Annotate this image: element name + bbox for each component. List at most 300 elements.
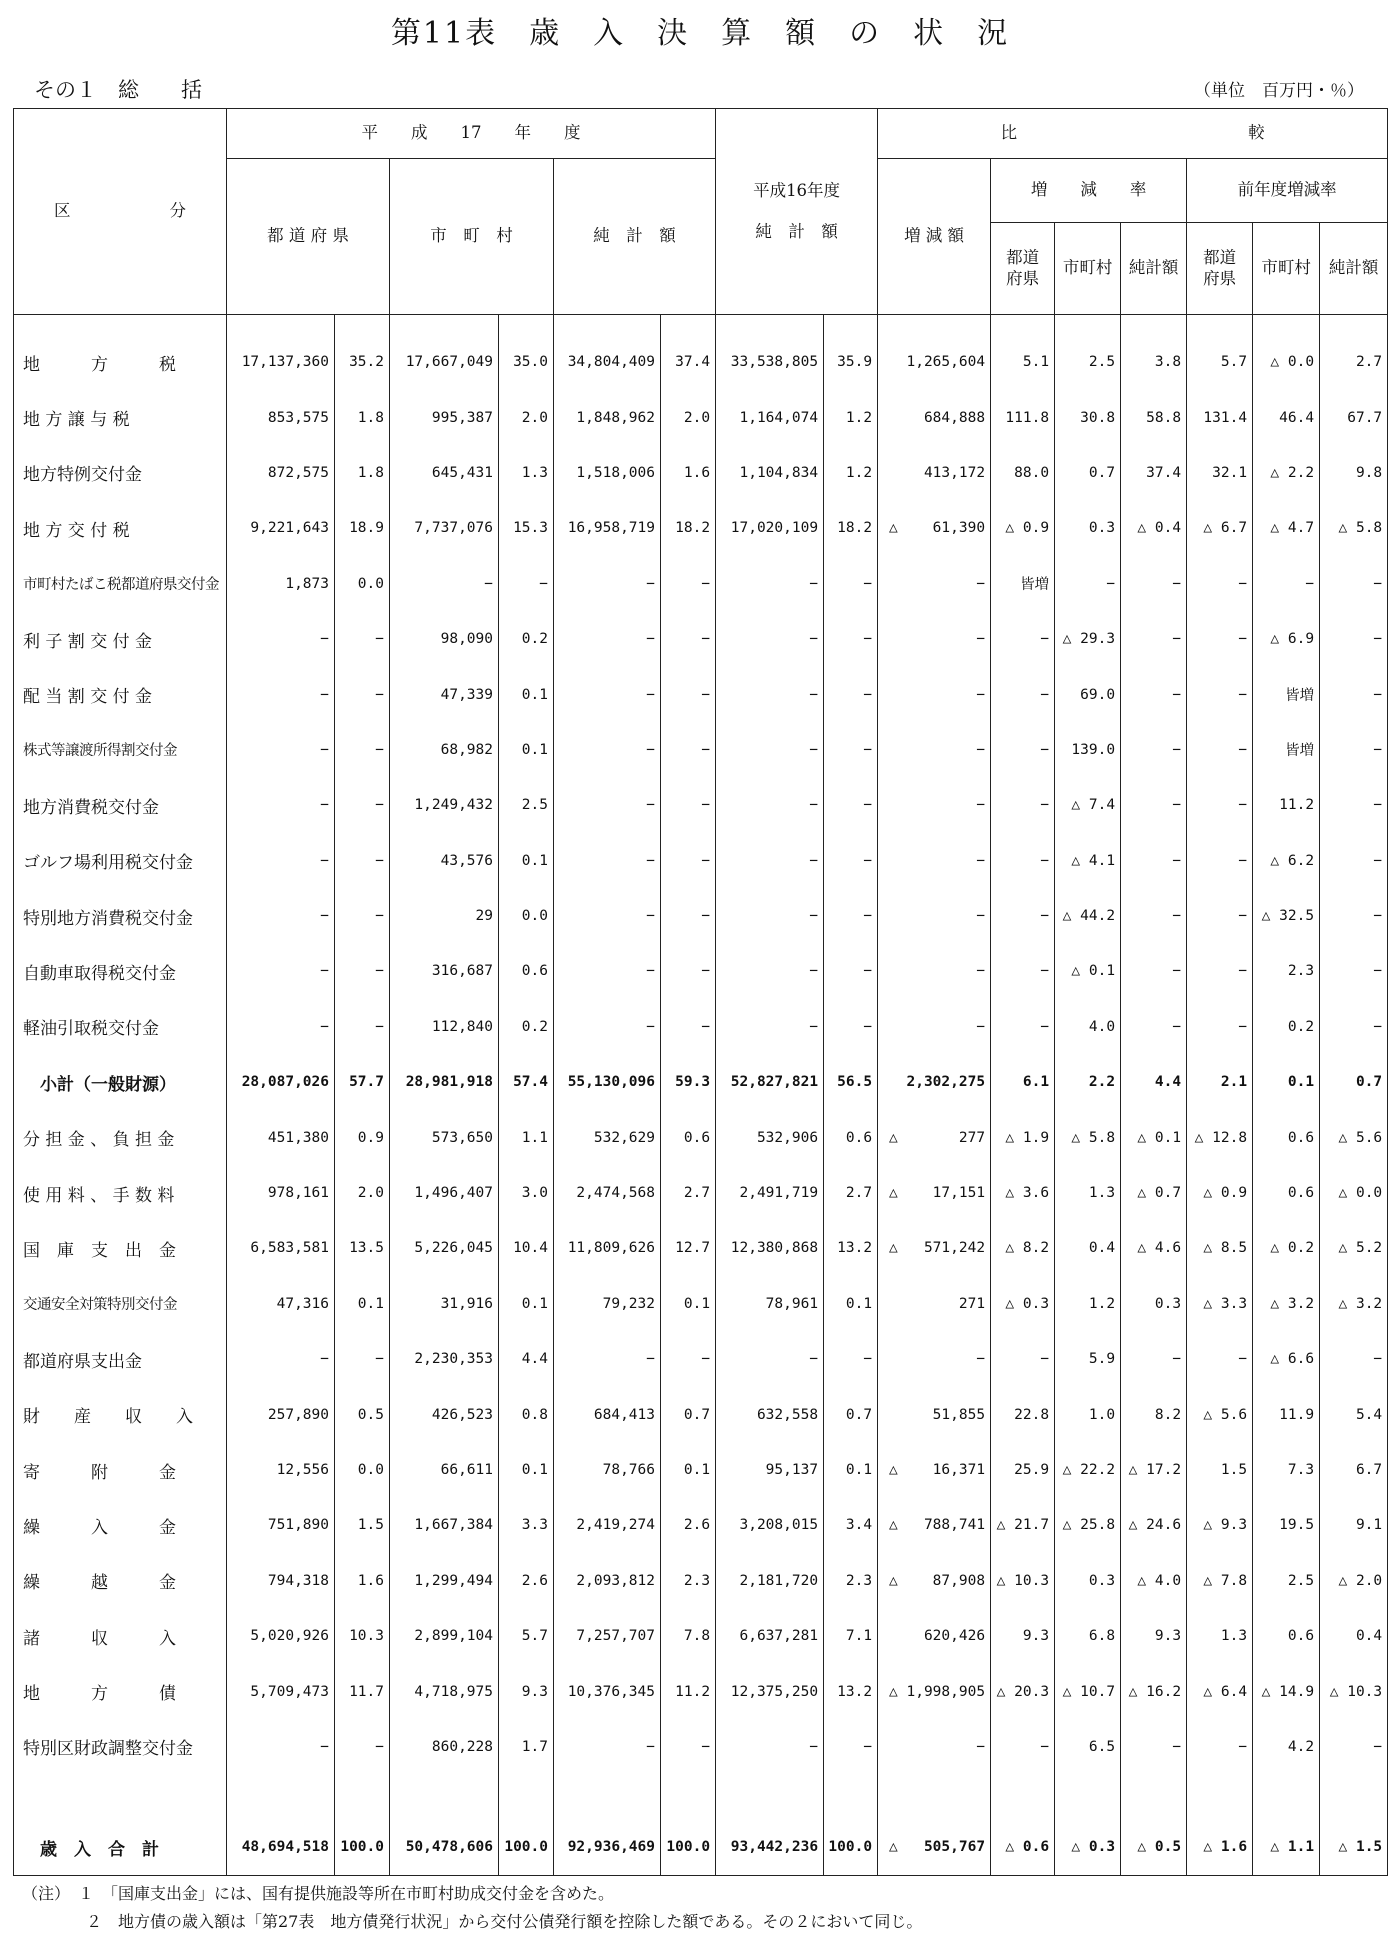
- cell-value: 0.7: [1055, 445, 1121, 500]
- table-row: [14, 1664, 1388, 1719]
- cell-value: 2.7: [661, 1165, 716, 1220]
- cell-value: 1,164,074: [716, 390, 824, 445]
- cell-value: △ 4.6: [1121, 1221, 1187, 1276]
- cell-value: −: [661, 1332, 716, 1387]
- cell-value: 0.6: [1253, 1110, 1320, 1165]
- comparison-header: 比 較: [878, 109, 1388, 159]
- cell-value: −: [661, 778, 716, 833]
- cell-value: −: [661, 888, 716, 943]
- cell-value: 50,478,606: [390, 1820, 499, 1875]
- cell-value: 皆増: [1253, 667, 1320, 722]
- cell-value: 19.5: [1253, 1498, 1320, 1553]
- cell-value: −: [1320, 1332, 1388, 1387]
- cell-value: −: [1121, 888, 1187, 943]
- cell-value: △ 20.3: [991, 1664, 1055, 1719]
- cell-value: 0.9: [335, 1110, 390, 1165]
- cell-value: −: [554, 944, 661, 999]
- cell-value: 12,375,250: [716, 1664, 824, 1719]
- cell-value: 69.0: [1055, 667, 1121, 722]
- table-row: [14, 1608, 1388, 1663]
- cell-value: 1,518,006: [554, 445, 661, 500]
- cell-value: 1.5: [335, 1498, 390, 1553]
- row-label: 配 当 割 交 付 金: [14, 667, 227, 722]
- cell-value: 1.1: [499, 1110, 554, 1165]
- cell-value: 17,137,360: [227, 335, 335, 390]
- cell-value: 0.1: [499, 833, 554, 888]
- cell-value: −: [335, 999, 390, 1054]
- table-row: [14, 1055, 1388, 1110]
- cell-value: 5,709,473: [227, 1664, 335, 1719]
- cell-value: △ 5.2: [1320, 1221, 1388, 1276]
- cell-value: 0.6: [661, 1110, 716, 1165]
- cell-value: −: [554, 667, 661, 722]
- cell-value: 271: [878, 1276, 991, 1331]
- cell-value: −: [661, 999, 716, 1054]
- cell-value: 2,474,568: [554, 1165, 661, 1220]
- cell-value: −: [661, 722, 716, 777]
- cell-value: 51,855: [878, 1387, 991, 1442]
- cell-value: −: [335, 833, 390, 888]
- cell-value: 0.1: [661, 1276, 716, 1331]
- table-row: [14, 1820, 1388, 1875]
- cell-value: 1,299,494: [390, 1553, 499, 1608]
- table-header: [14, 109, 1388, 315]
- cell-value: −: [554, 888, 661, 943]
- cell-value: −: [335, 888, 390, 943]
- table-row: [14, 390, 1388, 445]
- cell-value: 35.9: [824, 335, 878, 390]
- cell-value: 9.1: [1320, 1498, 1388, 1553]
- fy17-header: 平 成 17 年 度: [227, 109, 716, 159]
- cell-value: △ 8.5: [1187, 1221, 1253, 1276]
- cell-value: △ 29.3: [1055, 611, 1121, 666]
- cell-value: 78,961: [716, 1276, 824, 1331]
- cell-value: −: [554, 1719, 661, 1774]
- cell-value: 1.2: [824, 390, 878, 445]
- cell-value: −: [716, 1719, 824, 1774]
- cell-value: △ 10.7: [1055, 1664, 1121, 1719]
- row-label: 地 方 税: [14, 335, 227, 390]
- cell-value: 12.7: [661, 1221, 716, 1276]
- row-label: 軽油引取税交付金: [14, 999, 227, 1054]
- cell-value: 47,339: [390, 667, 499, 722]
- cell-value: 2.0: [335, 1165, 390, 1220]
- cell-value: −: [335, 611, 390, 666]
- cell-value: 0.0: [499, 888, 554, 943]
- cell-value: −: [227, 944, 335, 999]
- cell-value: 2.6: [661, 1498, 716, 1553]
- cell-value: 6,637,281: [716, 1608, 824, 1663]
- cell-value: −: [1187, 778, 1253, 833]
- cell-value: −: [1187, 667, 1253, 722]
- row-label: 特別地方消費税交付金: [14, 888, 227, 943]
- cell-value: △ 788,741: [878, 1498, 991, 1553]
- cell-value: 22.8: [991, 1387, 1055, 1442]
- cell-value: −: [1187, 888, 1253, 943]
- row-label: 地方特例交付金: [14, 445, 227, 500]
- cell-value: −: [554, 833, 661, 888]
- cell-value: 1.2: [824, 445, 878, 500]
- cell-value: 1.8: [335, 390, 390, 445]
- cell-value: −: [878, 944, 991, 999]
- table-row: [14, 501, 1388, 556]
- cell-value: 1,249,432: [390, 778, 499, 833]
- cell-value: 7.1: [824, 1608, 878, 1663]
- cell-value: 532,629: [554, 1110, 661, 1165]
- cell-value: 1.6: [661, 445, 716, 500]
- cell-value: −: [824, 611, 878, 666]
- cell-value: △ 1.1: [1253, 1820, 1320, 1875]
- cell-value: −: [1187, 611, 1253, 666]
- table-row: [14, 944, 1388, 999]
- table-row: [14, 1110, 1388, 1165]
- revenue-table: [13, 108, 1388, 1876]
- cell-value: 35.0: [499, 335, 554, 390]
- cell-value: △ 0.2: [1253, 1221, 1320, 1276]
- cell-value: △ 1.9: [991, 1110, 1055, 1165]
- cell-value: 0.2: [499, 611, 554, 666]
- cell-value: 6,583,581: [227, 1221, 335, 1276]
- cell-value: −: [824, 556, 878, 611]
- change-amount-header: 増 減 額: [878, 159, 991, 315]
- cell-value: 9.8: [1320, 445, 1388, 500]
- cell-value: 413,172: [878, 445, 991, 500]
- footnote-2: ２ 地方債の歳入額は「第27表 地方債発行状況」から交付公債発行額を控除した額である。その２において同じ。: [22, 1912, 923, 1931]
- cell-value: 皆増: [1253, 722, 1320, 777]
- cell-value: 1.3: [1187, 1608, 1253, 1663]
- cell-value: −: [991, 944, 1055, 999]
- cell-value: 11.2: [1253, 778, 1320, 833]
- cell-value: 37.4: [661, 335, 716, 390]
- cell-value: △ 0.5: [1121, 1820, 1187, 1875]
- cell-value: 55,130,096: [554, 1055, 661, 1110]
- cell-value: △ 5.6: [1187, 1387, 1253, 1442]
- cell-value: 0.6: [1253, 1608, 1320, 1663]
- cell-value: 853,575: [227, 390, 335, 445]
- cell-value: 2,093,812: [554, 1553, 661, 1608]
- cell-value: 111.8: [991, 390, 1055, 445]
- table-row: [14, 1719, 1388, 1774]
- cell-value: 100.0: [499, 1820, 554, 1875]
- cell-value: 0.1: [1253, 1055, 1320, 1110]
- row-label: 株式等譲渡所得割交付金: [14, 722, 227, 777]
- cell-value: −: [991, 722, 1055, 777]
- cell-value: −: [991, 611, 1055, 666]
- row-label: 地 方 譲 与 税: [14, 390, 227, 445]
- cell-value: −: [878, 722, 991, 777]
- cell-value: −: [1121, 944, 1187, 999]
- cell-value: △ 571,242: [878, 1221, 991, 1276]
- table-row: [14, 1165, 1388, 1220]
- cell-value: 31,916: [390, 1276, 499, 1331]
- unit-label: （単位 百万円・％）: [1194, 81, 1364, 101]
- cell-value: −: [1320, 999, 1388, 1054]
- cell-value: △ 32.5: [1253, 888, 1320, 943]
- row-label: 使 用 料 、 手 数 料: [14, 1165, 227, 1220]
- cell-value: 2.1: [1187, 1055, 1253, 1110]
- cell-value: 5,020,926: [227, 1608, 335, 1663]
- cell-value: 316,687: [390, 944, 499, 999]
- table-row: [14, 556, 1388, 611]
- cell-value: 2.7: [1320, 335, 1388, 390]
- cell-value: 79,232: [554, 1276, 661, 1331]
- cell-value: −: [716, 611, 824, 666]
- cell-value: △ 24.6: [1121, 1498, 1187, 1553]
- cell-value: 1.6: [335, 1553, 390, 1608]
- cell-value: 2.6: [499, 1553, 554, 1608]
- cell-value: −: [1187, 1719, 1253, 1774]
- cell-value: −: [991, 999, 1055, 1054]
- row-label: 利 子 割 交 付 金: [14, 611, 227, 666]
- cell-value: 0.3: [1055, 501, 1121, 556]
- cell-value: −: [227, 778, 335, 833]
- cell-value: 978,161: [227, 1165, 335, 1220]
- cell-value: −: [661, 944, 716, 999]
- page-title: 第11表 歳 入 決 算 額 の 状 況: [390, 16, 1010, 51]
- cell-value: −: [1121, 667, 1187, 722]
- cell-value: −: [661, 833, 716, 888]
- cell-value: 1.7: [499, 1719, 554, 1774]
- cell-value: 5.4: [1320, 1387, 1388, 1442]
- cell-value: −: [335, 778, 390, 833]
- cell-value: −: [335, 667, 390, 722]
- cell-value: 0.6: [499, 944, 554, 999]
- cell-value: 6.5: [1055, 1719, 1121, 1774]
- cell-value: 2,230,353: [390, 1332, 499, 1387]
- cell-value: 794,318: [227, 1553, 335, 1608]
- cell-value: −: [1320, 556, 1388, 611]
- cell-value: 1.0: [1055, 1387, 1121, 1442]
- table-row: [14, 778, 1388, 833]
- cell-value: △ 87,908: [878, 1553, 991, 1608]
- cell-value: −: [1121, 556, 1187, 611]
- cell-value: −: [227, 999, 335, 1054]
- cell-value: −: [554, 1332, 661, 1387]
- cell-value: −: [227, 722, 335, 777]
- cell-value: 5,226,045: [390, 1221, 499, 1276]
- table-row: [14, 1276, 1388, 1331]
- cell-value: 1,848,962: [554, 390, 661, 445]
- table-row: [14, 888, 1388, 943]
- cell-value: 43,576: [390, 833, 499, 888]
- cell-value: 426,523: [390, 1387, 499, 1442]
- cell-value: 1.5: [1187, 1442, 1253, 1497]
- cell-value: −: [991, 667, 1055, 722]
- prev-pref-header: 都道 府県: [1187, 223, 1253, 315]
- municipalities-header: 市 町 村: [390, 159, 554, 315]
- cell-value: 0.0: [335, 1442, 390, 1497]
- cell-value: 0.1: [499, 1276, 554, 1331]
- cell-value: 2.3: [824, 1553, 878, 1608]
- cell-value: 100.0: [335, 1820, 390, 1875]
- cell-value: 0.1: [499, 1442, 554, 1497]
- cell-value: −: [661, 1719, 716, 1774]
- cell-value: 18.2: [661, 501, 716, 556]
- cell-value: △ 7.8: [1187, 1553, 1253, 1608]
- cell-value: 2.5: [499, 778, 554, 833]
- cell-value: −: [661, 667, 716, 722]
- table-subtitle: その１ 総 括: [34, 78, 202, 102]
- cell-value: △ 1.5: [1320, 1820, 1388, 1875]
- cell-value: 0.1: [824, 1276, 878, 1331]
- cell-value: △ 0.4: [1121, 501, 1187, 556]
- cell-value: 30.8: [1055, 390, 1121, 445]
- cell-value: 12,556: [227, 1442, 335, 1497]
- cell-value: −: [1187, 833, 1253, 888]
- cell-value: −: [227, 888, 335, 943]
- cell-value: 7.8: [661, 1608, 716, 1663]
- cell-value: −: [716, 833, 824, 888]
- cell-value: 995,387: [390, 390, 499, 445]
- cell-value: 16,958,719: [554, 501, 661, 556]
- cell-value: 139.0: [1055, 722, 1121, 777]
- cell-value: 95,137: [716, 1442, 824, 1497]
- row-label: 地方消費税交付金: [14, 778, 227, 833]
- cell-value: △ 0.9: [991, 501, 1055, 556]
- cell-value: 0.1: [335, 1276, 390, 1331]
- cell-value: −: [1320, 611, 1388, 666]
- cell-value: 0.6: [1253, 1165, 1320, 1220]
- cell-value: 18.9: [335, 501, 390, 556]
- table-row: [14, 1442, 1388, 1497]
- cell-value: 3,208,015: [716, 1498, 824, 1553]
- cell-value: 2.5: [1253, 1553, 1320, 1608]
- cell-value: −: [716, 888, 824, 943]
- cell-value: −: [991, 888, 1055, 943]
- prev-change-rate-header: 前年度増減率: [1187, 159, 1388, 223]
- cell-value: 0.2: [499, 999, 554, 1054]
- cell-value: 2.3: [661, 1553, 716, 1608]
- cell-value: −: [1121, 1332, 1187, 1387]
- cell-value: △ 5.6: [1320, 1110, 1388, 1165]
- cell-value: 29: [390, 888, 499, 943]
- cell-value: −: [824, 999, 878, 1054]
- cell-value: 632,558: [716, 1387, 824, 1442]
- cell-value: −: [1121, 611, 1187, 666]
- cell-value: 0.7: [661, 1387, 716, 1442]
- cell-value: −: [716, 778, 824, 833]
- cell-value: −: [878, 778, 991, 833]
- cell-value: △ 2.2: [1253, 445, 1320, 500]
- cell-value: −: [1187, 999, 1253, 1054]
- cell-value: −: [878, 1719, 991, 1774]
- cell-value: −: [824, 1719, 878, 1774]
- table-row: [14, 1553, 1388, 1608]
- cell-value: 25.9: [991, 1442, 1055, 1497]
- cell-value: △ 277: [878, 1110, 991, 1165]
- cell-value: −: [554, 611, 661, 666]
- table-row: [14, 999, 1388, 1054]
- row-label: 繰 越 金: [14, 1553, 227, 1608]
- cell-value: 2.2: [1055, 1055, 1121, 1110]
- row-label: 分 担 金 、 負 担 金: [14, 1110, 227, 1165]
- table-row: [14, 611, 1388, 666]
- cell-value: 0.1: [661, 1442, 716, 1497]
- cell-value: 52,827,821: [716, 1055, 824, 1110]
- cell-value: 47,316: [227, 1276, 335, 1331]
- cell-value: 0.7: [1320, 1055, 1388, 1110]
- cell-value: −: [716, 999, 824, 1054]
- cell-value: 9,221,643: [227, 501, 335, 556]
- cell-value: 645,431: [390, 445, 499, 500]
- cell-value: 6.1: [991, 1055, 1055, 1110]
- row-label: 諸 収 入: [14, 1608, 227, 1663]
- cell-value: −: [335, 944, 390, 999]
- cell-value: 58.8: [1121, 390, 1187, 445]
- cell-value: −: [661, 556, 716, 611]
- cell-value: −: [390, 556, 499, 611]
- row-label: 財 産 収 入: [14, 1387, 227, 1442]
- cell-value: −: [878, 556, 991, 611]
- cell-value: 3.0: [499, 1165, 554, 1220]
- row-label: 歳 入 合 計: [14, 1820, 227, 1875]
- cell-value: −: [661, 611, 716, 666]
- cell-value: 7,257,707: [554, 1608, 661, 1663]
- row-label: 都道府県支出金: [14, 1332, 227, 1387]
- cell-value: −: [1320, 722, 1388, 777]
- cell-value: 5.9: [1055, 1332, 1121, 1387]
- cell-value: 5.1: [991, 335, 1055, 390]
- cell-value: −: [991, 1719, 1055, 1774]
- cell-value: 257,890: [227, 1387, 335, 1442]
- cell-value: −: [878, 888, 991, 943]
- cell-value: −: [824, 944, 878, 999]
- cell-value: △ 0.6: [991, 1820, 1055, 1875]
- cell-value: △ 4.1: [1055, 833, 1121, 888]
- cell-value: △ 0.3: [991, 1276, 1055, 1331]
- cell-value: −: [824, 1332, 878, 1387]
- cell-value: −: [335, 722, 390, 777]
- table-body: [14, 315, 1388, 1876]
- cell-value: 93,442,236: [716, 1820, 824, 1875]
- cell-value: −: [1320, 888, 1388, 943]
- cell-value: 9.3: [1121, 1608, 1187, 1663]
- cell-value: △ 10.3: [991, 1553, 1055, 1608]
- cell-value: 573,650: [390, 1110, 499, 1165]
- cell-value: △ 16.2: [1121, 1664, 1187, 1719]
- cell-value: −: [1121, 1719, 1187, 1774]
- cell-value: 皆増: [991, 556, 1055, 611]
- cell-value: △ 4.7: [1253, 501, 1320, 556]
- cell-value: 7.3: [1253, 1442, 1320, 1497]
- cell-value: △ 16,371: [878, 1442, 991, 1497]
- row-label: 交通安全対策特別交付金: [14, 1276, 227, 1331]
- cell-value: −: [1055, 556, 1121, 611]
- cell-value: −: [1121, 722, 1187, 777]
- cell-value: 13.2: [824, 1664, 878, 1719]
- cell-value: 4.2: [1253, 1719, 1320, 1774]
- table-row: [14, 722, 1388, 777]
- cell-value: 32.1: [1187, 445, 1253, 500]
- row-label: 小計（一般財源）: [14, 1055, 227, 1110]
- row-label: 国 庫 支 出 金: [14, 1221, 227, 1276]
- cell-value: 13.5: [335, 1221, 390, 1276]
- cell-value: 33,538,805: [716, 335, 824, 390]
- cell-value: 17,667,049: [390, 335, 499, 390]
- cell-value: −: [1187, 722, 1253, 777]
- cell-value: 4,718,975: [390, 1664, 499, 1719]
- cell-value: △ 6.2: [1253, 833, 1320, 888]
- cell-value: −: [1320, 778, 1388, 833]
- cell-value: 28,981,918: [390, 1055, 499, 1110]
- cell-value: 1,873: [227, 556, 335, 611]
- table-row: [14, 833, 1388, 888]
- cell-value: 10.4: [499, 1221, 554, 1276]
- cell-value: 56.5: [824, 1055, 878, 1110]
- cell-value: −: [227, 667, 335, 722]
- row-label: 市町村たばこ税都道府県交付金: [14, 556, 227, 611]
- cell-value: △ 12.8: [1187, 1110, 1253, 1165]
